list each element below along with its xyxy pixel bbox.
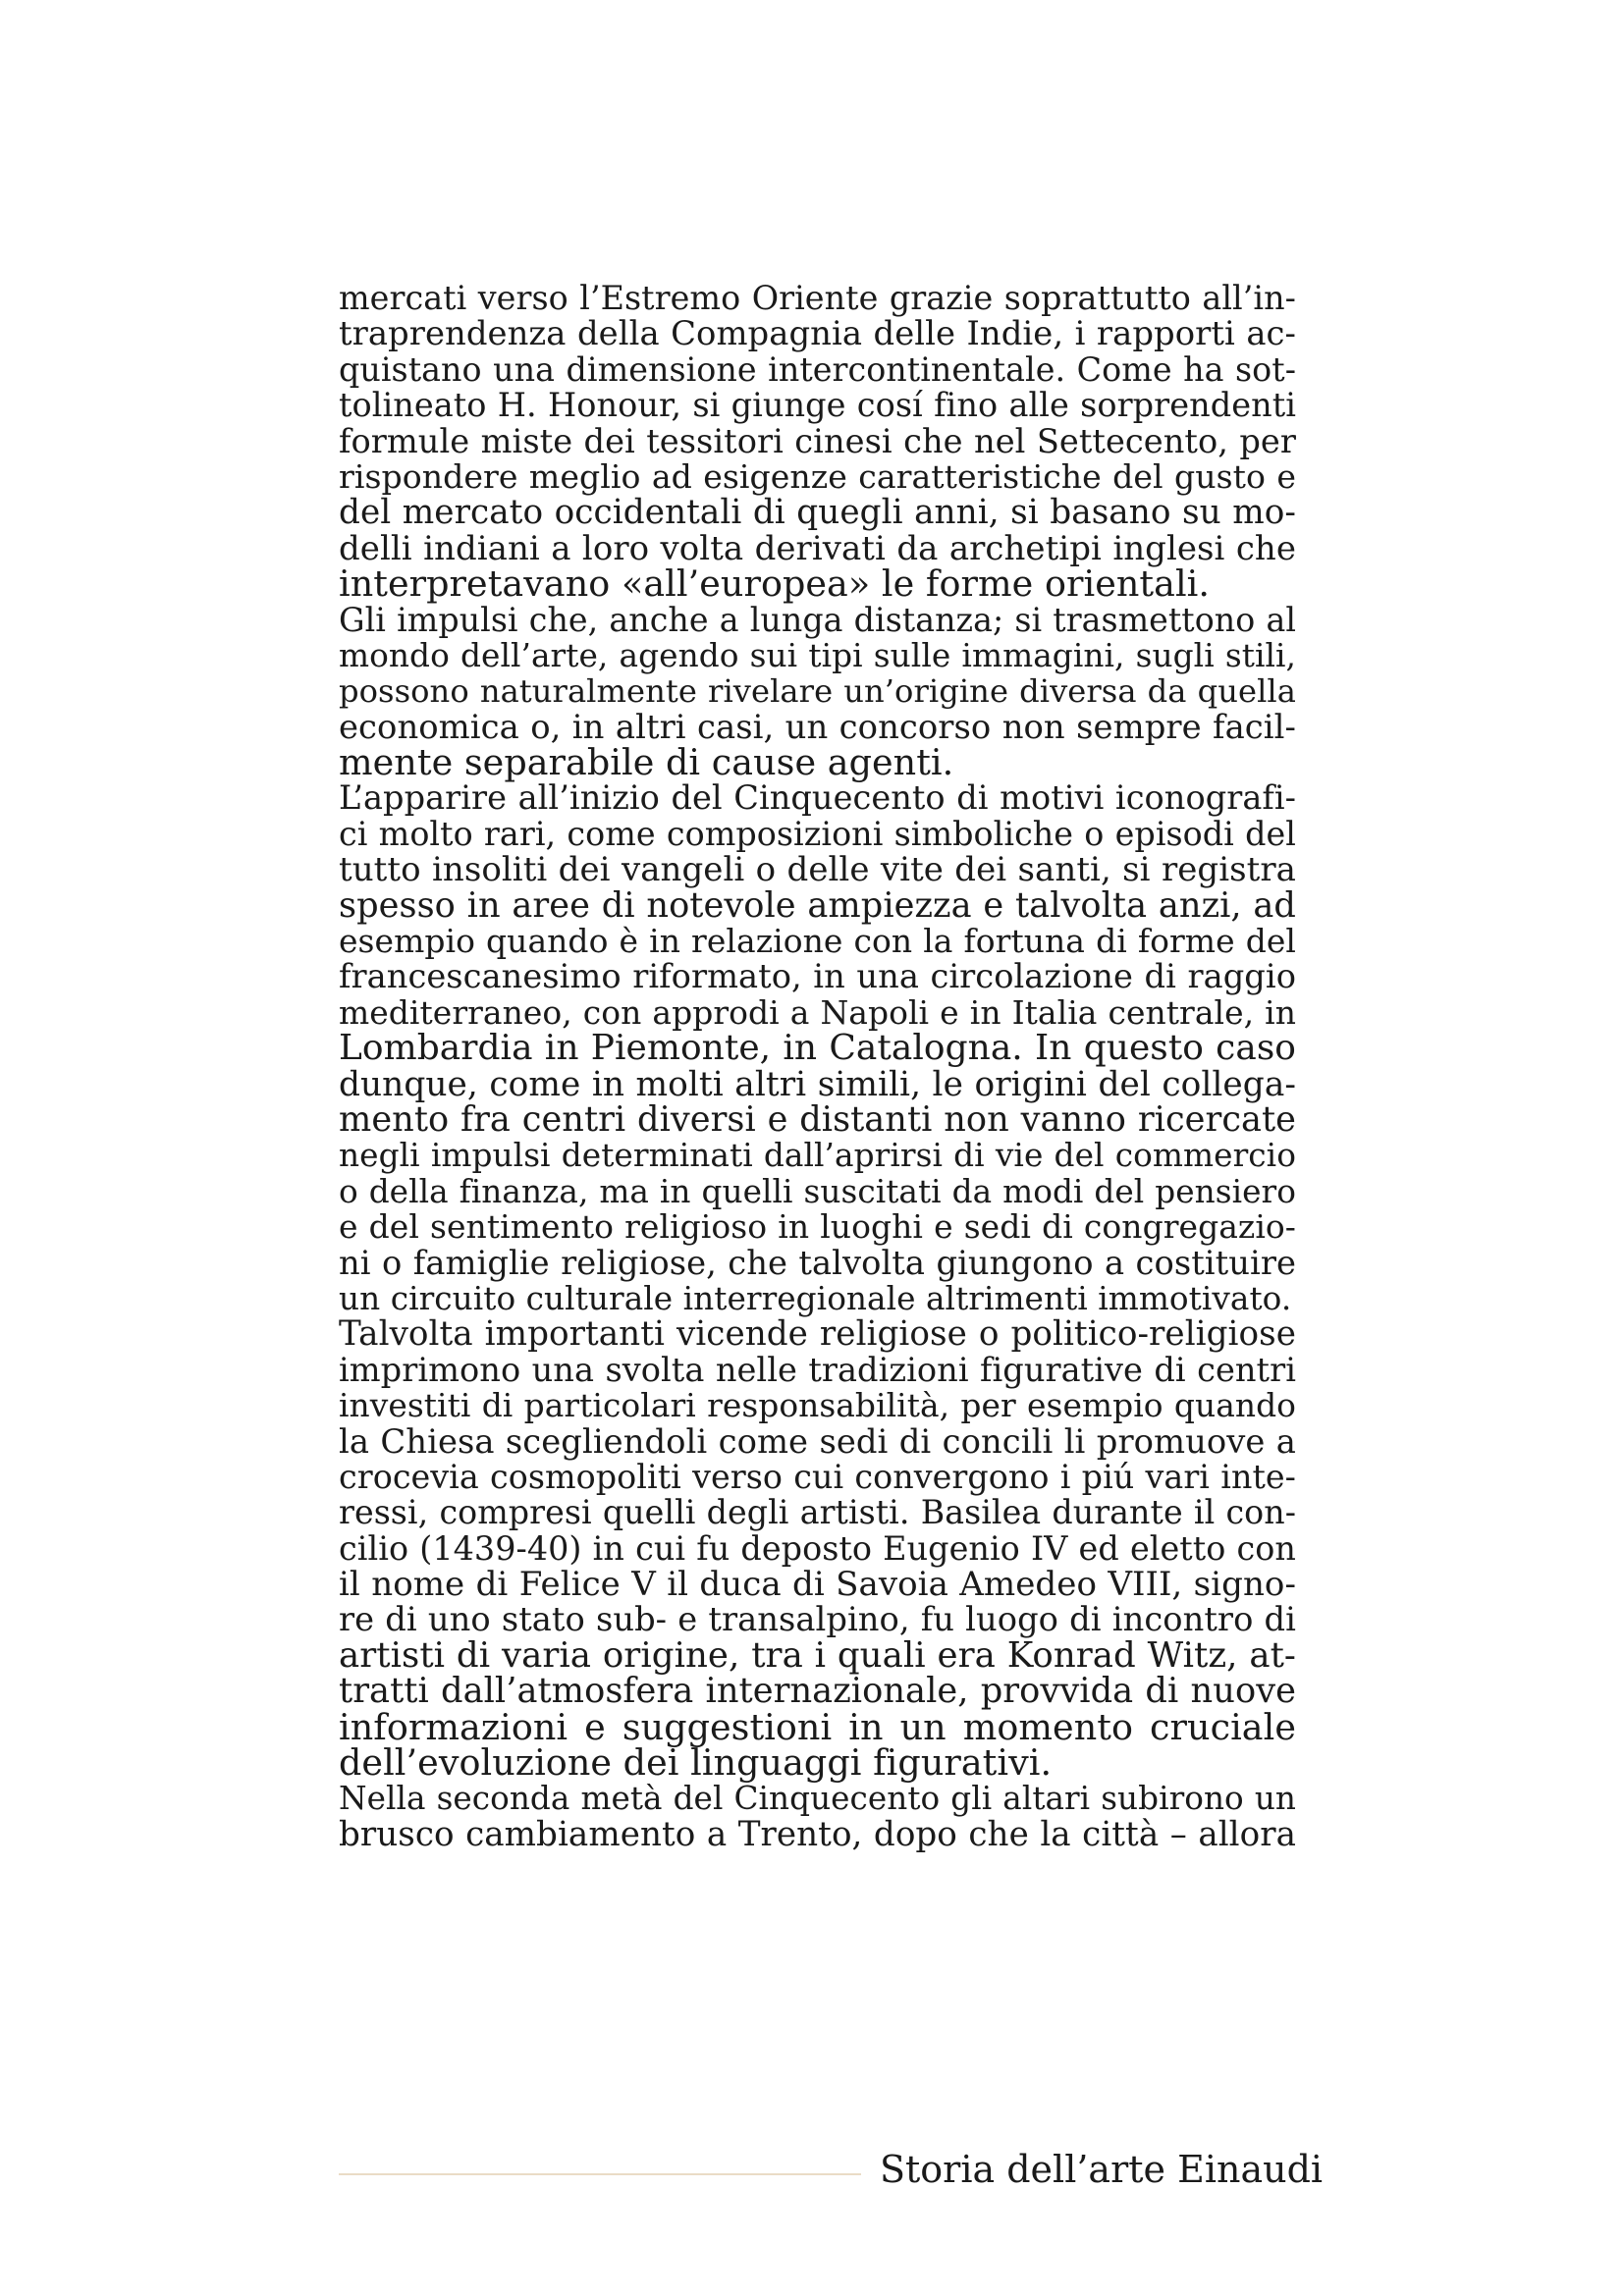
text-line: Nella seconda metà del Cinquecento gli altari subirono un: [339, 1780, 1296, 1818]
text-line: negli impulsi determinati dall’aprirsi di vie del commercio: [339, 1137, 1296, 1175]
text-line: e del sentimento religioso in luoghi e sedi di congregazio-: [339, 1207, 1296, 1247]
text-line: ni o famiglie religiose, che talvolta giungono a costituire: [339, 1243, 1296, 1282]
text-line: dell’evoluzione dei linguaggi figurativi.: [339, 1741, 1053, 1785]
paragraph: [339, 1314, 1296, 1785]
text-line: francescanesimo riformato, in una circolazione di raggio: [339, 957, 1296, 996]
text-line: il nome di Felice V il duca di Savoia Amedeo VIII, signo-: [339, 1565, 1296, 1605]
text-line: Gli impulsi che, anche a lunga distanza; si trasmettono al: [339, 600, 1296, 639]
text-line: L’apparire all’inizio del Cinquecento di motivi iconografi-: [339, 778, 1296, 818]
footer-divider: [339, 2173, 861, 2175]
text-line: mercati verso l’Estremo Oriente grazie soprattutto all’in-: [339, 279, 1296, 317]
text-line: o della finanza, ma in quelli suscitati da modi del pensiero: [339, 1172, 1296, 1210]
text-line: imprimono una svolta nelle tradizioni figurative di centri: [339, 1350, 1296, 1389]
text-line: artisti di varia origine, tra i quali era Konrad Witz, at-: [339, 1634, 1296, 1676]
paragraph: [339, 1781, 1296, 1852]
text-line: economica o, in altri casi, un concorso non sempre facil-: [339, 707, 1296, 746]
text-line: mento fra centri diversi e distanti non vanno ricercate: [339, 1098, 1296, 1140]
footer-publication-title: Storia dell’arte Einaudi: [880, 2148, 1324, 2191]
text-line: ci molto rari, come composizioni simboliche o episodi del: [339, 814, 1296, 853]
text-line: traprendenza della Compagnia delle Indie, i rapporti ac-: [339, 314, 1296, 353]
paragraph: [339, 600, 1296, 784]
text-line: rispondere meglio ad esigenze caratteristiche del gusto e: [339, 456, 1296, 496]
paragraph: [339, 780, 1296, 1316]
text-line: interpretavano «all’europea» le forme orientali.: [339, 562, 1211, 606]
text-line: cilio (1439-40) in cui fu deposto Eugenio IV ed eletto con: [339, 1528, 1296, 1568]
text-line: formule miste dei tessitori cinesi che nel Settecento, per: [339, 421, 1296, 460]
text-line: Talvolta importanti vicende religiose o politico-religiose: [339, 1314, 1296, 1355]
text-line: brusco cambiamento a Trento, dopo che la città – allora: [339, 1814, 1296, 1854]
text-line: spesso in aree di notevole ampiezza e talvolta anzi, ad: [339, 884, 1296, 926]
text-line: quistano una dimensione intercontinentale. Come ha sot-: [339, 349, 1296, 389]
text-line: del mercato occidentali di quegli anni, si basano su mo-: [339, 493, 1296, 533]
text-line: un circuito culturale interregionale altrimenti immotivato.: [339, 1279, 1292, 1317]
text-line: tolineato H. Honour, si giunge cosí fino alle sorprendenti: [339, 386, 1296, 425]
text-line: mediterraneo, con approdi a Napoli e in Italia centrale, in: [339, 992, 1296, 1032]
body-text: [339, 281, 1296, 1852]
text-line: informazioni e suggestioni in un momento cruciale: [339, 1705, 1296, 1748]
text-line: ressi, compresi quelli degli artisti. Basilea durante il con-: [339, 1493, 1296, 1532]
text-line: tutto insoliti dei vangeli o delle vite dei santi, si registra: [339, 850, 1296, 890]
text-line: esempio quando è in relazione con la fortuna di forme del: [339, 922, 1296, 961]
text-line: dunque, come in molti altri simili, le origini del collega-: [339, 1064, 1296, 1104]
text-line: delli indiani a loro volta derivati da archetipi inglesi che: [339, 528, 1296, 568]
text-line: Lombardia in Piemonte, in Catalogna. In questo caso: [339, 1028, 1296, 1069]
text-line: mondo dell’arte, agendo sui tipi sulle immagini, sugli stili,: [339, 636, 1296, 674]
text-line: possono naturalmente rivelare un’origine diversa da quella: [339, 672, 1296, 711]
text-line: re di uno stato sub- e transalpino, fu luogo di incontro di: [339, 1600, 1296, 1639]
text-line: investiti di particolari responsabilità, per esempio quando: [339, 1386, 1296, 1425]
paragraph: [339, 279, 1296, 606]
text-line: la Chiesa scegliendoli come sedi di concili li promuove a: [339, 1421, 1296, 1461]
text-line: tratti dall’atmosfera internazionale, provvida di nuove: [339, 1671, 1296, 1712]
text-line: crocevia cosmopoliti verso cui convergono i piú vari inte-: [339, 1457, 1296, 1496]
text-line: mente separabile di cause agenti.: [339, 741, 954, 784]
